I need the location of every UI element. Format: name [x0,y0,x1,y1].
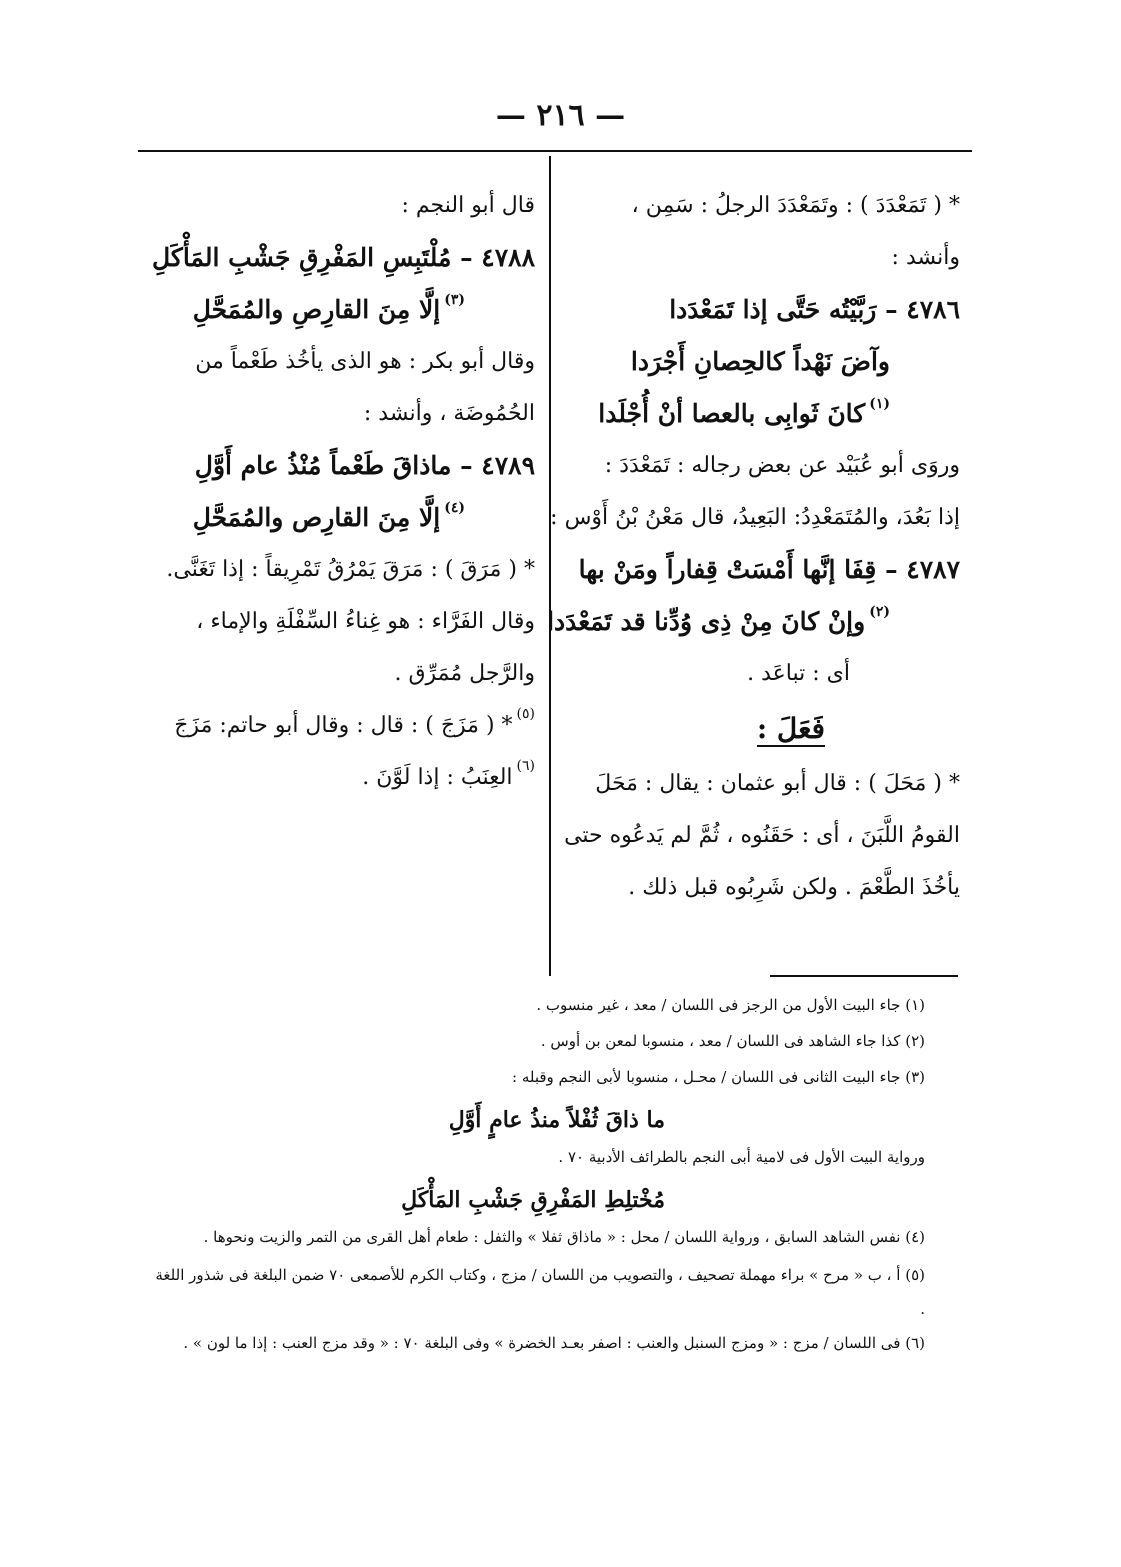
left-column [135,180,535,804]
entry-mahala: * ( مَحَلَ ) : قال أبو عثمان : يقال : مَحَلَ [595,771,960,796]
footnote-ref-4: (٤) [444,500,465,516]
verse-line [547,596,960,648]
footnote-4: (٤) نفس الشاهد السابق ، ورواية اللسان / محل : « ماذاق ثفلا » والثفل : طعام أهل القرى من التمر والزيت ونحوها . [203,1228,925,1246]
footnote-5: (٥) أ ، ب « مرح » براء مهملة تصحيف ، والتصويب من اللسان / مزج ، وكتاب الكرم للأصمعى ٧٠ ضمن البلغة فى شذور اللغة . [155,1266,925,1318]
footnote-6: (٦) فى اللسان / مزج : « ومزج السنبل والعنب : اصفر بعـد الخضرة » وفى البلغة ٧٠ : « وقد مزج العنب : إذا ما لون » . [183,1334,925,1352]
verse-line-text: وإنْ كانَ مِنْ ذِى وُدِّنا قد تَمَعْدَدا [547,607,866,636]
entry-mazaja-text: * ( مَزَجَ ) : قال : وقال أبو حاتم: مَزَجَ [174,713,513,738]
verse-line [560,388,960,440]
text-line: أى : تباعَد . [747,661,850,686]
verse-line-text: كانَ ثَوابِى بالعصا أنْ أُجْلَدا [598,399,866,428]
page-number: — ٢١٦ — [495,98,626,133]
text-line: إذا بَعُدَ، والمُتَمَعْدِدُ: البَعِيدُ، قال مَعْنُ بْنُ أَوْس : [550,505,960,530]
verse-line-text: إلَّا مِنَ القارِص والمُمَحَّلِ [192,503,441,532]
text-line: وقال أبو بكر : هو الذى يأخُذ طَعْماً من [195,349,535,374]
text-line: وأنشد : [891,245,960,270]
text-line: يأخُذَ الطَّعْمَ . ولكن شَرِبُوه قبل ذلك . [628,875,960,900]
text-line: القومُ اللَّبَنَ ، أى : حَقَنُوه ، ثُمَّ لم يَدعُوه حتى [564,823,960,848]
right-column [547,180,960,914]
text-line: والرَّجل مُمَرِّق . [394,661,535,686]
footnote-verse: ما ذاقَ ثُفْلاً منذُ عامٍ أَوَّلِ [448,1107,665,1133]
footnote-ref-6: (٦) [516,758,535,774]
verse-line [135,492,535,544]
verse-4788: ٤٧٨٨ – مُلْتَبِسِ المَفْرِقِ جَشْبِ المَأْكَلِ [152,243,535,272]
footnote-ref-3: (٣) [444,292,465,308]
text-line: وروَى أبو عُبَيْد عن بعض رجاله : تَمَعْدَدَ : [604,453,960,478]
footnote-ref-1: (١) [869,396,890,412]
verse-line [135,284,535,336]
footnote-1: (١) جاء البيت الأول من الرجز فى اللسان / معد ، غير منسوب . [536,996,925,1014]
section-heading [560,700,960,758]
entry-mazaja [135,700,535,752]
footnote-ref-5: (٥) [516,706,535,722]
footnote-rule [770,975,958,977]
entry-tamaadada: * ( تَمَعْدَدَ ) : وتَمَعْدَدَ الرجلُ : سَمِن ، [631,193,960,218]
verse-4787: ٤٧٨٧ – قِفَا إنَّها أَمْسَتْ قِفاراً ومَنْ بها [578,555,960,584]
verse-4786: ٤٧٨٦ – رَبَّيْتُه حَتَّى إذا تَمَعْدَدا [669,295,960,324]
text-line: قال أبو النجم : [401,193,535,218]
text-line [135,752,535,804]
text-line: الحُمُوضَة ، وأنشد : [363,401,535,426]
column-divider [549,156,551,976]
verse-line-text: إلَّا مِنَ القارِصِ والمُمَحَّلِ [192,295,441,324]
verse-4789: ٤٧٨٩ – ماذاقَ طَعْماً مُنْذُ عام أَوَّلِ [194,451,535,480]
footnote-ref-2: (٢) [869,604,890,620]
footnote-3: (٣) جاء البيت الثانى فى اللسان / محـل ، منسوبا لأبى النجم وقبله : [512,1068,925,1086]
verse-line: وآضَ نَهْداً كالحِصانِ أَجْرَدا [630,347,890,376]
footnote-3-cont: ورواية البيت الأول فى لامية أبى النجم بالطرائف الأدبية ٧٠ . [558,1148,925,1166]
footnote-verse: مُخْتلِطِ المَفْرِقِ جَشْبِ المَأْكَلِ [401,1187,665,1213]
entry-maraqa: * ( مَرَقَ ) : مَرَقَ يَمْرُقُ تَمْرِيقاً : إذا تَغَنَّى. [166,557,535,582]
footnote-2: (٢) كذا جاء الشاهد فى اللسان / معد ، منسوبا لمعن بن أوس . [540,1032,925,1050]
footnotes [150,990,925,1360]
text-line: وقال الفَرَّاء : هو غِناءُ السِّفْلَةِ والإماء ، [196,609,535,634]
text-line-text: العِنَبُ : إذا لَوَّنَ . [362,765,513,790]
section-heading-text: فَعَلَ : [756,712,825,745]
header-rule [138,150,972,152]
